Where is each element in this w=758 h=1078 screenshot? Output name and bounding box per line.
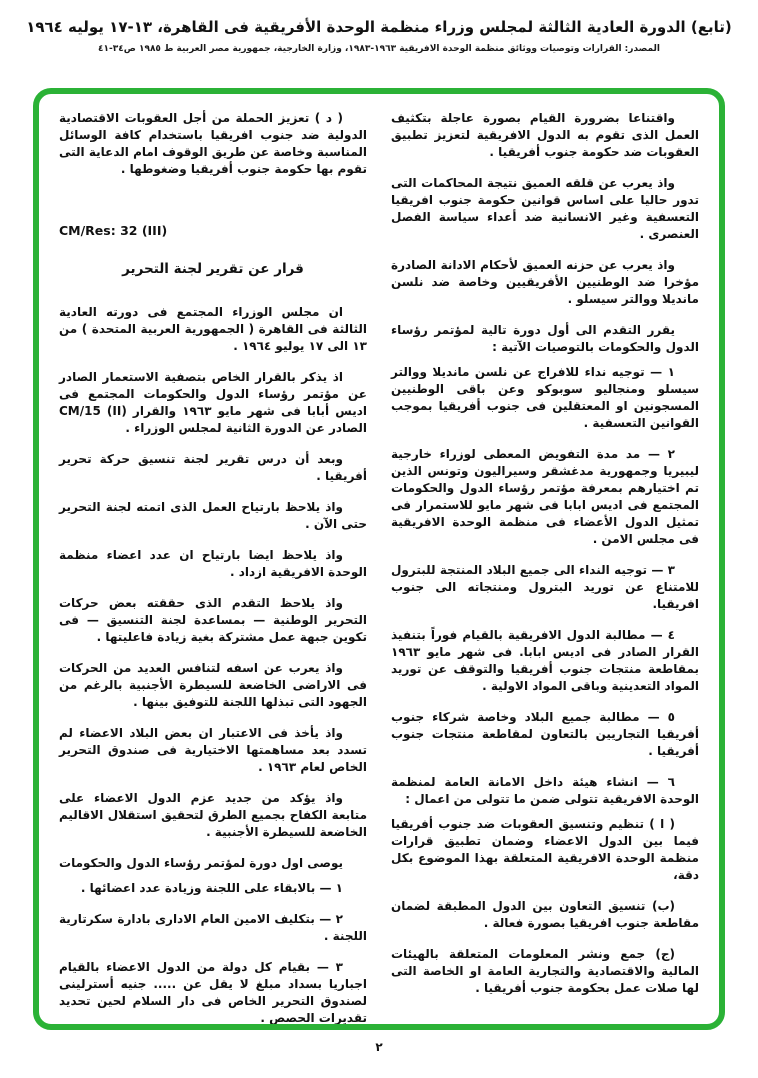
paragraph: واذ يعرب عن حزنه العميق لأحكام الادانة الصادرة مؤخرا ضد الوطنيين الأفريقيين وخاصة ضد نلسن مانديلا ووالتر سيسلو . (391, 258, 699, 306)
numbered-item: ٦ — انشاء هيئة داخل الامانة العامة لمنظمة الوحدة الافريقية تتولى ضمن ما تتولى من اعمال : (391, 775, 699, 806)
column-first-rtl (391, 110, 699, 1014)
green-border-box (33, 88, 725, 1030)
paragraph: واذ يعرب عن قلقه العميق نتيجة المحاكمات التى تدور حاليا على اساس قوانين حكومة جنوب افريقيا التعسفية وغير الانسانية ضد أعداء سياسة الفصل العنصرى . (391, 176, 699, 241)
lettered-subitem: (ج) جمع ونشر المعلومات المتعلقة بالهيئات المالية والاقتصادية والتجارية العامة او الخاصة التى لها صلات عمل بحكومة جنوب أفريقيا . (391, 947, 699, 995)
page-title: (تابع) الدورة العادية الثالثة لمجلس وزراء منظمة الوحدة الأفريقية فى القاهرة، ١٣-١٧ يوليه ١٩٦٤ (26, 18, 732, 36)
paragraph: واذ يلاحظ ايضا بارتياح ان عدد اعضاء منظمة الوحدة الافريقية ازداد . (59, 548, 367, 579)
paragraph: واذ يلاحظ التقدم الذى حققته بعض حركات التحرير الوطنية — بمساعدة لجنة التنسيق — فى تكوين جبهة عمل مشتركة بغية زيادة فاعليتها . (59, 596, 367, 644)
paragraph: واذ يأخذ فى الاعتبار ان بعض البلاد الاعضاء لم تسدد بعد مساهمتها الاختيارية فى صندوق التحرير الخاص لعام ١٩٦٣ . (59, 726, 367, 774)
resolution-heading: قرار عن تقرير لجنة التحرير (122, 261, 304, 277)
numbered-item: ٣ — بقيام كل دولة من الدول الاعضاء بالقيام اجباريا بسداد مبلغ لا يقل عن ..... جنيه أسترلينى لصندوق التحرير الخاص فى دار السلام لحين تحديد تقديرات الحصص . (59, 960, 367, 1025)
document-header (0, 18, 758, 54)
source-line: المصدر: القرارات وتوصيات ووثائق منظمة الوحدة الافريقية ١٩٦٣-١٩٨٣، وزارة الخارجية، جمهورية مصر العربية ط ١٩٨٥ ص٣٤-٤١ (97, 44, 661, 54)
paragraph: واذ يلاحظ بارتياح العمل الذى اتمته لجنة التحرير حتى الآن . (59, 500, 367, 531)
numbered-item: ٤ — مطالبة الدول الافريقية بالقيام فوراً بتنفيذ القرار الصادر فى اديس ابابا. فى شهر مايو ١٩٦٣ بمقاطعة منتجات جنوب أفريقيا والتوقف عن توريد المواد التعدينية وباقى المواد الاولية . (391, 628, 699, 693)
numbered-item: ٥ — مطالبة جميع البلاد وخاصة شركاء جنوب أفريقيا التجاريين بالتعاون لمقاطعة منتجات جنوب أفريقيا . (391, 710, 699, 758)
lettered-subitem: ( د ) تعزيز الحملة من أجل العقوبات الاقتصادية الدولية ضد جنوب افريقيا باستخدام كافة الوسائل المناسبة وخاصة عن طريق الوقوف امام الدعاية التى تقوم بها حكومة جنوب أفريقيا وضغوطها . (59, 111, 367, 176)
paragraph: واذ يعرب عن اسفه لتنافس العديد من الحركات فى الاراضى الخاضعة للسيطرة الأجنبية بالرغم من الجهود التى تبذلها اللجنة للتوفيق بينها . (59, 661, 367, 709)
lettered-subitem: ( ا ) تنظيم وتنسيق العقوبات ضد جنوب أفريقيا فيما بين الدول الاعضاء وضمان تطبيق قرارات منظمة الوحدة الافريقية المتعلقة بهذا الموضوع بكل دقة، (391, 817, 699, 882)
numbered-item: ١ — توجيه نداء للافراج عن نلسن مانديلا ووالتر سيسلو ومنجاليو سوبوكو وعن باقى الوطنيين المسجونين او المعتقلين فى جنوب أفريقيا بموجب القوانين التعسفية . (391, 365, 699, 430)
numbered-item: ٢ — مد مدة التفويض المعطى لوزراء خارجية ليبيريا وجمهورية مدغشقر وسيراليون وتونس الذين تم اختيارهم بمعرفة مؤتمر رؤساء الدول والحكومات المجتمع فى اديس ابابا فى شهر مايو للاستمرار فى تمثيل الدول الأعضاء فى منظمة الوحدة الافريقية فى مجلس الامن . (391, 447, 699, 546)
numbered-item: ١ — بالابقاء على اللجنة وزيادة عدد اعضائها . (80, 881, 343, 895)
page-number: ٢ (375, 1040, 383, 1054)
two-column-layout (59, 110, 699, 1025)
column-second-rtl (59, 110, 368, 1025)
cm-reference: CM/Res: 32 (III) (59, 223, 168, 238)
numbered-item: ٢ — بتكليف الامين العام الادارى بادارة سكرتارية اللجنة . (59, 912, 367, 943)
paragraph: واذ يؤكد من جديد عزم الدول الاعضاء على متابعة الكفاح بجميع الطرق لتحقيق استقلال الاقاليم الخاضعة للسيطرة الأجنبية . (59, 791, 367, 839)
paragraph: ان مجلس الوزراء المجتمع فى دورته العادية الثالثة فى القاهرة ( الجمهورية العربية المتحدة ) من ١٣ الى ١٧ يوليو ١٩٦٤ . (59, 305, 367, 353)
paragraph: واقتناعا بضرورة القيام بصورة عاجلة بتكثيف العمل الذى تقوم به الدول الافريقية لتعزيز تطبيق العقوبات ضد حكومة جنوب أفريقيا . (391, 111, 699, 159)
lettered-subitem: (ب) تنسيق التعاون بين الدول المطبقة لضمان مقاطعة جنوب افريقيا بصورة فعالة . (391, 899, 699, 930)
decides-clause: يقرر التقدم الى أول دورة تالية لمؤتمر رؤساء الدول والحكومات بالتوصيات الآتية : (391, 323, 699, 354)
numbered-item: ٣ — توجيه النداء الى جميع البلاد المنتجة للبترول للامتناع عن توريد البترول ومنتجاته الى جنوب افريقيا. (391, 563, 699, 611)
paragraph: اذ يذكر بالقرار الخاص بتصفية الاستعمار الصادر عن مؤتمر رؤساء الدول والحكومات المجتمع فى اديس أبابا فى شهر مايو ١٩٦٣ والقرار CM/15 (II) الصادر عن الدورة الثانية لمجلس الوزراء . (59, 370, 368, 435)
recommends-clause: يوصى اول دورة لمؤتمر رؤساء الدول والحكومات (59, 856, 343, 870)
paragraph: وبعد أن درس تقرير لجنة تنسيق حركة تحرير أفريقيا . (59, 452, 367, 483)
